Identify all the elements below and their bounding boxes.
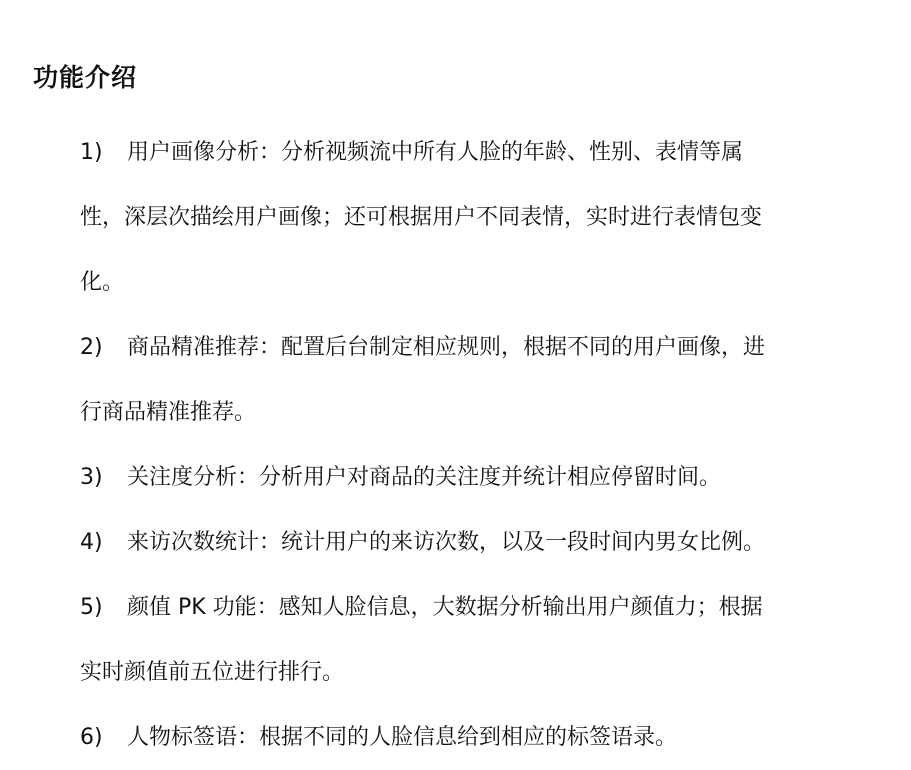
list-item bbox=[80, 445, 880, 510]
list-item-number: 2) bbox=[80, 335, 103, 360]
list-item-number: 1) bbox=[80, 140, 103, 165]
list-item-number: 5) bbox=[80, 595, 103, 620]
list-item-line: 性，深层次描绘用户画像；还可根据用户不同表情，实时进行表情包变 bbox=[80, 205, 763, 230]
list-item-line bbox=[80, 575, 880, 640]
list-item-line bbox=[80, 315, 880, 380]
list-item bbox=[80, 120, 880, 315]
list-item-line bbox=[80, 120, 880, 185]
list-item-line bbox=[80, 510, 880, 575]
list-item-line: 行商品精准推荐。 bbox=[80, 400, 257, 425]
section-heading: 功能介绍 bbox=[33, 63, 138, 92]
feature-list bbox=[80, 120, 880, 770]
list-item-text: 关注度分析：分析用户对商品的关注度并统计相应停留时间。 bbox=[127, 465, 722, 490]
list-item bbox=[80, 510, 880, 575]
list-item-line bbox=[80, 445, 880, 510]
list-item-text: 用户画像分析：分析视频流中所有人脸的年龄、性别、表情等属 bbox=[127, 140, 744, 165]
list-item bbox=[80, 575, 880, 705]
list-item-text: 商品精准推荐：配置后台制定相应规则，根据不同的用户画像，进 bbox=[127, 335, 766, 360]
list-item-text: 来访次数统计：统计用户的来访次数，以及一段时间内男女比例。 bbox=[127, 530, 766, 555]
list-item bbox=[80, 705, 880, 770]
list-item-number: 6) bbox=[80, 725, 103, 750]
list-item bbox=[80, 315, 880, 445]
list-item-text: 颜值 PK 功能：感知人脸信息，大数据分析输出用户颜值力；根据 bbox=[127, 595, 763, 620]
list-item-number: 3) bbox=[80, 465, 103, 490]
list-item-number: 4) bbox=[80, 530, 103, 555]
list-item-text: 人物标签语：根据不同的人脸信息给到相应的标签语录。 bbox=[127, 725, 678, 750]
list-item-line: 化。 bbox=[80, 270, 125, 295]
list-item-line: 实时颜值前五位进行排行。 bbox=[80, 660, 345, 685]
list-item-line bbox=[80, 705, 880, 770]
